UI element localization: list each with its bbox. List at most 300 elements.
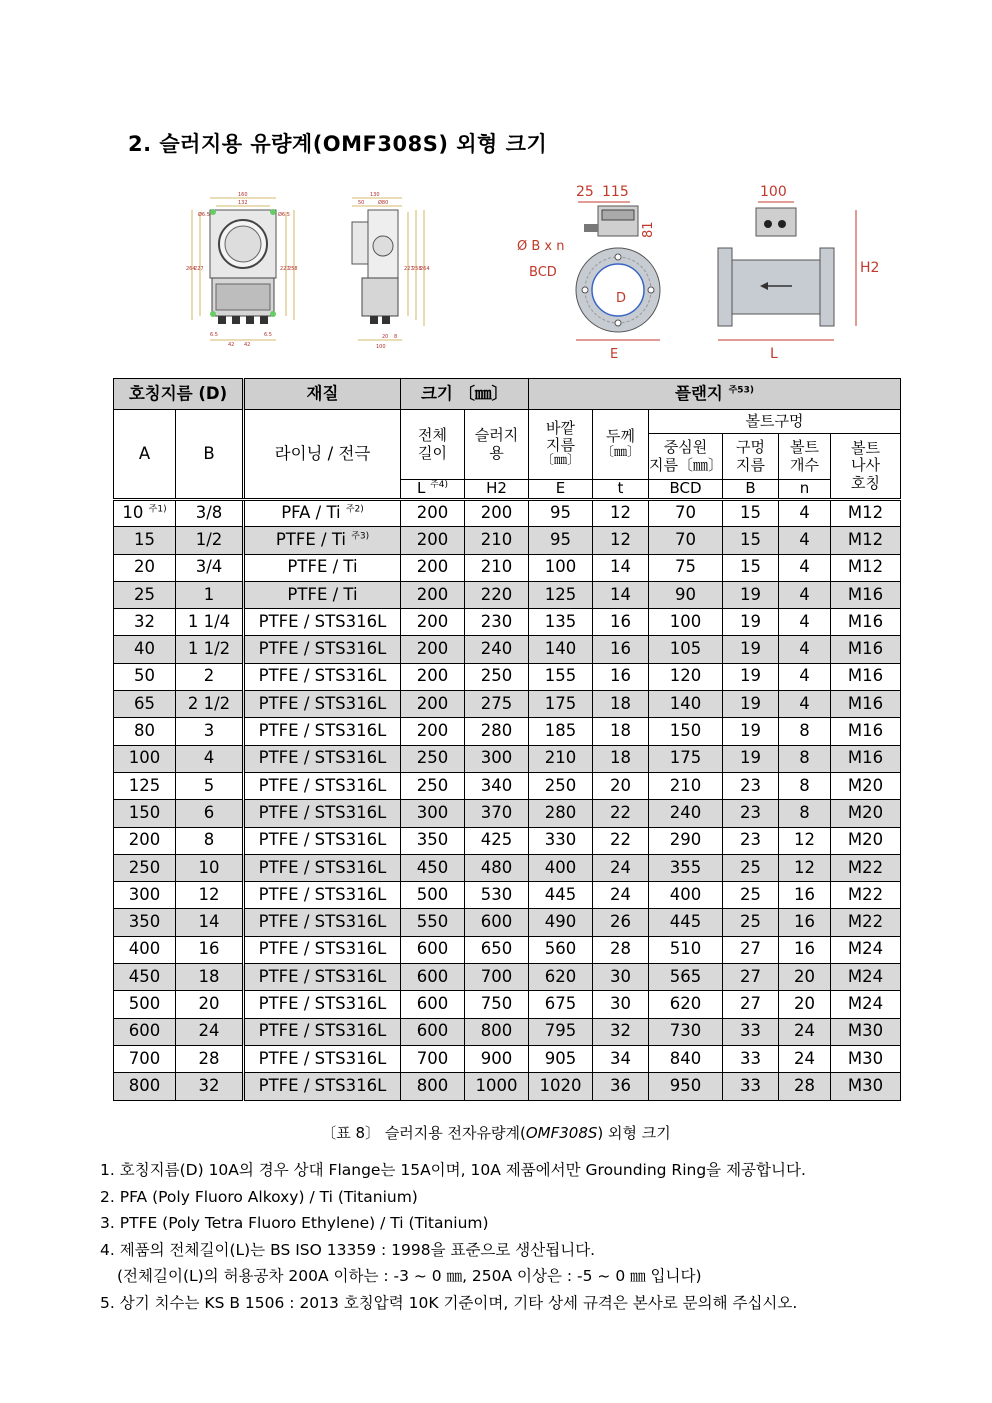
table-cell-mat: PTFE / Ti $^{주3)}$ bbox=[244, 527, 401, 554]
table-cell-b: 20 bbox=[176, 991, 244, 1018]
table-cell-b: 28 bbox=[176, 1045, 244, 1072]
table-cell-t: 14 bbox=[593, 554, 649, 581]
header-sludge-height: 슬러지 용 bbox=[465, 410, 529, 480]
table-row bbox=[114, 500, 901, 527]
table-cell-thr: M22 bbox=[831, 854, 901, 881]
table-cell-e: 140 bbox=[529, 636, 593, 663]
table-cell-l: 600 bbox=[401, 991, 465, 1018]
table-cell-b: 2 1/2 bbox=[176, 691, 244, 718]
front-dim-b3: 42 bbox=[244, 342, 251, 348]
table-row bbox=[114, 554, 901, 581]
table-cell-a: 25 bbox=[114, 581, 176, 608]
table-cell-h2: 425 bbox=[465, 827, 529, 854]
table-row bbox=[114, 882, 901, 909]
table-cell-bh: 19 bbox=[723, 663, 779, 690]
table-cell-mat: PTFE / STS316L bbox=[244, 1045, 401, 1072]
table-cell-n: 12 bbox=[779, 854, 831, 881]
table-cell-h2: 700 bbox=[465, 964, 529, 991]
header-e: E bbox=[529, 480, 593, 500]
table-cell-h2: 210 bbox=[465, 554, 529, 581]
table-cell-l: 200 bbox=[401, 691, 465, 718]
note-3: 3. PTFE (Poly Tetra Fluoro Ethylene) / Ti (Titanium) bbox=[100, 1214, 489, 1232]
table-cell-n: 4 bbox=[779, 500, 831, 527]
table-row bbox=[114, 609, 901, 636]
table-cell-a: 50 bbox=[114, 663, 176, 690]
flange-end-view-drawing bbox=[517, 184, 660, 362]
table-cell-t: 24 bbox=[593, 882, 649, 909]
table-cell-e: 795 bbox=[529, 1018, 593, 1045]
table-cell-h2: 1000 bbox=[465, 1073, 529, 1100]
table-cell-bh: 23 bbox=[723, 827, 779, 854]
table-cell-l: 200 bbox=[401, 500, 465, 527]
table-cell-l: 350 bbox=[401, 827, 465, 854]
table-cell-e: 620 bbox=[529, 964, 593, 991]
table-cell-l: 300 bbox=[401, 800, 465, 827]
table-cell-b: 12 bbox=[176, 882, 244, 909]
table-cell-l: 200 bbox=[401, 609, 465, 636]
header-n: n bbox=[779, 480, 831, 500]
table-row bbox=[114, 827, 901, 854]
table-cell-a: 32 bbox=[114, 609, 176, 636]
flange-d-label: D bbox=[616, 291, 627, 306]
table-cell-l: 450 bbox=[401, 854, 465, 881]
table-cell-e: 400 bbox=[529, 854, 593, 881]
note-4-detail: (전체길이(L)의 허용공차 200A 이하는 : -3 ~ 0 ㎜, 250A 이상은 : -5 ~ 0 ㎜ 입니다) bbox=[117, 1267, 702, 1285]
table-cell-n: 8 bbox=[779, 772, 831, 799]
side-dim-d1: 50 bbox=[358, 200, 365, 206]
table-cell-b: 5 bbox=[176, 772, 244, 799]
table-cell-bcd: 140 bbox=[649, 691, 723, 718]
table-cell-h2: 900 bbox=[465, 1045, 529, 1072]
table-cell-thr: M30 bbox=[831, 1045, 901, 1072]
table-cell-bcd: 840 bbox=[649, 1045, 723, 1072]
table-cell-mat: PTFE / STS316L bbox=[244, 827, 401, 854]
table-cell-n: 8 bbox=[779, 800, 831, 827]
front-dim-height-left: 264 bbox=[186, 266, 196, 272]
table-cell-b: 14 bbox=[176, 909, 244, 936]
dimension-drawings bbox=[180, 180, 900, 365]
table-cell-e: 95 bbox=[529, 500, 593, 527]
table-cell-h2: 230 bbox=[465, 609, 529, 636]
table-row bbox=[114, 718, 901, 745]
table-cell-t: 28 bbox=[593, 936, 649, 963]
table-cell-n: 16 bbox=[779, 909, 831, 936]
table-cell-b: 24 bbox=[176, 1018, 244, 1045]
table-cell-n: 12 bbox=[779, 827, 831, 854]
table-caption: 〔표 8〕 슬러지용 전자유량계(OMF308S) 외형 크기 bbox=[321, 1124, 671, 1142]
table-cell-a: 15 bbox=[114, 527, 176, 554]
table-cell-mat: PTFE / STS316L bbox=[244, 1018, 401, 1045]
table-cell-e: 250 bbox=[529, 772, 593, 799]
table-row bbox=[114, 1073, 901, 1100]
table-cell-b: 1 1/4 bbox=[176, 609, 244, 636]
header-outer-diameter: 바깥 지름 〔㎜〕 bbox=[529, 410, 593, 480]
table-cell-bh: 25 bbox=[723, 854, 779, 881]
table-cell-thr: M16 bbox=[831, 609, 901, 636]
table-cell-bcd: 355 bbox=[649, 854, 723, 881]
table-cell-bcd: 290 bbox=[649, 827, 723, 854]
table-cell-thr: M24 bbox=[831, 991, 901, 1018]
table-cell-thr: M16 bbox=[831, 636, 901, 663]
flange-holes-label: Ø B x n bbox=[517, 239, 565, 254]
table-cell-h2: 650 bbox=[465, 936, 529, 963]
table-cell-e: 185 bbox=[529, 718, 593, 745]
table-cell-e: 445 bbox=[529, 882, 593, 909]
table-cell-t: 18 bbox=[593, 691, 649, 718]
header-h2: H2 bbox=[465, 480, 529, 500]
table-cell-e: 210 bbox=[529, 745, 593, 772]
table-cell-t: 22 bbox=[593, 800, 649, 827]
header-b-symbol: B bbox=[723, 480, 779, 500]
table-cell-l: 200 bbox=[401, 636, 465, 663]
table-cell-h2: 480 bbox=[465, 854, 529, 881]
header-bcd: 중심원 지름〔㎜〕 bbox=[649, 434, 723, 480]
table-cell-n: 4 bbox=[779, 554, 831, 581]
table-cell-a: 350 bbox=[114, 909, 176, 936]
body-h2-label: H2 bbox=[860, 260, 880, 276]
header-flange: 플랜지 $^{주53)}$ bbox=[529, 379, 901, 410]
table-cell-b: 1/2 bbox=[176, 527, 244, 554]
side-dim-d2: Ø80 bbox=[378, 200, 389, 206]
table-cell-b: 1 1/2 bbox=[176, 636, 244, 663]
table-cell-thr: M30 bbox=[831, 1073, 901, 1100]
table-row bbox=[114, 1045, 901, 1072]
table-cell-mat: PTFE / STS316L bbox=[244, 936, 401, 963]
table-cell-thr: M24 bbox=[831, 964, 901, 991]
table-cell-mat: PTFE / STS316L bbox=[244, 745, 401, 772]
table-cell-a: 80 bbox=[114, 718, 176, 745]
table-cell-bh: 15 bbox=[723, 554, 779, 581]
table-cell-bcd: 105 bbox=[649, 636, 723, 663]
table-cell-l: 250 bbox=[401, 772, 465, 799]
table-cell-e: 675 bbox=[529, 991, 593, 1018]
table-cell-t: 30 bbox=[593, 964, 649, 991]
table-cell-h2: 220 bbox=[465, 581, 529, 608]
table-row bbox=[114, 854, 901, 881]
table-cell-t: 20 bbox=[593, 772, 649, 799]
table-cell-bcd: 240 bbox=[649, 800, 723, 827]
table-cell-bh: 15 bbox=[723, 500, 779, 527]
table-cell-mat: PTFE / STS316L bbox=[244, 772, 401, 799]
table-cell-bh: 19 bbox=[723, 636, 779, 663]
note-2: 2. PFA (Poly Fluoro Alkoxy) / Ti (Titanium) bbox=[100, 1187, 418, 1206]
front-view-drawing bbox=[186, 192, 298, 348]
header-a: A bbox=[114, 410, 176, 500]
body-l-label: L bbox=[770, 346, 778, 362]
table-row bbox=[114, 663, 901, 690]
table-cell-t: 34 bbox=[593, 1045, 649, 1072]
header-bcd-symbol: BCD bbox=[649, 480, 723, 500]
table-cell-mat: PTFE / STS316L bbox=[244, 964, 401, 991]
table-cell-e: 155 bbox=[529, 663, 593, 690]
table-cell-t: 36 bbox=[593, 1073, 649, 1100]
table-cell-t: 12 bbox=[593, 527, 649, 554]
table-cell-b: 3/4 bbox=[176, 554, 244, 581]
table-cell-h2: 370 bbox=[465, 800, 529, 827]
table-row bbox=[114, 800, 901, 827]
table-cell-h2: 530 bbox=[465, 882, 529, 909]
flange-dim-b: 115 bbox=[602, 184, 629, 200]
header-bolt-count: 볼트 개수 bbox=[779, 434, 831, 480]
table-cell-b: 18 bbox=[176, 964, 244, 991]
flange-dim-a: 25 bbox=[576, 184, 594, 200]
table-cell-mat: PTFE / STS316L bbox=[244, 854, 401, 881]
flange-e-label: E bbox=[610, 347, 619, 362]
table-cell-t: 32 bbox=[593, 1018, 649, 1045]
table-cell-l: 250 bbox=[401, 745, 465, 772]
table-cell-b: 1 bbox=[176, 581, 244, 608]
table-cell-n: 4 bbox=[779, 636, 831, 663]
table-cell-a: 125 bbox=[114, 772, 176, 799]
table-cell-h2: 340 bbox=[465, 772, 529, 799]
table-cell-n: 24 bbox=[779, 1018, 831, 1045]
table-cell-mat: PTFE / STS316L bbox=[244, 691, 401, 718]
table-cell-t: 18 bbox=[593, 718, 649, 745]
table-cell-thr: M22 bbox=[831, 909, 901, 936]
table-cell-l: 200 bbox=[401, 663, 465, 690]
front-dim-b2: 42 bbox=[228, 342, 235, 348]
table-cell-l: 200 bbox=[401, 581, 465, 608]
table-cell-h2: 280 bbox=[465, 718, 529, 745]
table-cell-mat: PTFE / STS316L bbox=[244, 909, 401, 936]
table-cell-t: 16 bbox=[593, 636, 649, 663]
table-cell-l: 600 bbox=[401, 1018, 465, 1045]
flange-bcd-label: BCD bbox=[529, 265, 557, 280]
table-cell-n: 4 bbox=[779, 691, 831, 718]
table-cell-mat: PTFE / STS316L bbox=[244, 663, 401, 690]
table-cell-bcd: 730 bbox=[649, 1018, 723, 1045]
table-cell-bh: 23 bbox=[723, 772, 779, 799]
note-5: 5. 상기 치수는 KS B 1506 : 2013 호칭압력 10K 기준이며, 기타 상세 규격은 본사로 문의해 주십시오. bbox=[100, 1293, 798, 1312]
front-dim-hole-right: Ø6.5 bbox=[278, 212, 290, 218]
side-view-drawing bbox=[352, 192, 430, 350]
table-cell-mat: PTFE / STS316L bbox=[244, 718, 401, 745]
section-title: 2. 슬러지용 유량계(OMF308S) 외형 크기 bbox=[128, 132, 548, 156]
table-cell-thr: M20 bbox=[831, 800, 901, 827]
table-cell-bh: 15 bbox=[723, 527, 779, 554]
table-cell-thr: M16 bbox=[831, 745, 901, 772]
header-b: B bbox=[176, 410, 244, 500]
table-cell-a: 400 bbox=[114, 936, 176, 963]
table-cell-bh: 19 bbox=[723, 691, 779, 718]
table-cell-a: 200 bbox=[114, 827, 176, 854]
table-cell-e: 905 bbox=[529, 1045, 593, 1072]
table-cell-thr: M30 bbox=[831, 1018, 901, 1045]
table-cell-e: 175 bbox=[529, 691, 593, 718]
table-cell-b: 4 bbox=[176, 745, 244, 772]
table-row bbox=[114, 691, 901, 718]
table-cell-a: 500 bbox=[114, 991, 176, 1018]
table-cell-bcd: 100 bbox=[649, 609, 723, 636]
table-row bbox=[114, 636, 901, 663]
table-cell-thr: M16 bbox=[831, 691, 901, 718]
table-body bbox=[114, 500, 901, 1101]
table-cell-l: 600 bbox=[401, 964, 465, 991]
table-cell-a: 250 bbox=[114, 854, 176, 881]
table-cell-mat: PTFE / Ti bbox=[244, 554, 401, 581]
table-cell-mat: PTFE / Ti bbox=[244, 581, 401, 608]
table-cell-t: 18 bbox=[593, 745, 649, 772]
front-dim-outer-width: 160 bbox=[238, 192, 248, 198]
table-cell-t: 16 bbox=[593, 663, 649, 690]
table-cell-thr: M16 bbox=[831, 581, 901, 608]
table-cell-n: 16 bbox=[779, 936, 831, 963]
table-cell-thr: M16 bbox=[831, 663, 901, 690]
table-cell-b: 16 bbox=[176, 936, 244, 963]
table-cell-bh: 19 bbox=[723, 609, 779, 636]
table-cell-l: 200 bbox=[401, 527, 465, 554]
side-dim-b1: 100 bbox=[376, 344, 386, 350]
table-row bbox=[114, 991, 901, 1018]
table-cell-bh: 25 bbox=[723, 909, 779, 936]
table-cell-bh: 27 bbox=[723, 991, 779, 1018]
table-cell-e: 100 bbox=[529, 554, 593, 581]
table-cell-a: 20 bbox=[114, 554, 176, 581]
table-cell-l: 550 bbox=[401, 909, 465, 936]
table-cell-l: 700 bbox=[401, 1045, 465, 1072]
table-cell-bcd: 565 bbox=[649, 964, 723, 991]
table-cell-bcd: 150 bbox=[649, 718, 723, 745]
table-cell-n: 20 bbox=[779, 991, 831, 1018]
table-cell-h2: 300 bbox=[465, 745, 529, 772]
table-cell-h2: 250 bbox=[465, 663, 529, 690]
table-row bbox=[114, 745, 901, 772]
table-cell-e: 125 bbox=[529, 581, 593, 608]
header-hole-diameter: 구멍 지름 bbox=[723, 434, 779, 480]
table-row bbox=[114, 581, 901, 608]
table-cell-a: 600 bbox=[114, 1018, 176, 1045]
table-cell-bcd: 400 bbox=[649, 882, 723, 909]
table-cell-n: 20 bbox=[779, 964, 831, 991]
table-cell-bcd: 950 bbox=[649, 1073, 723, 1100]
table-cell-a: 100 bbox=[114, 745, 176, 772]
table-cell-thr: M12 bbox=[831, 500, 901, 527]
table-cell-a: 800 bbox=[114, 1073, 176, 1100]
table-cell-mat: PFA / Ti $^{주2)}$ bbox=[244, 500, 401, 527]
table-cell-h2: 240 bbox=[465, 636, 529, 663]
header-bolt-thread: 볼트 나사 호칭 bbox=[831, 434, 901, 500]
table-cell-e: 135 bbox=[529, 609, 593, 636]
table-cell-thr: M12 bbox=[831, 527, 901, 554]
table-row bbox=[114, 909, 901, 936]
table-cell-e: 1020 bbox=[529, 1073, 593, 1100]
table-row bbox=[114, 936, 901, 963]
table-cell-n: 28 bbox=[779, 1073, 831, 1100]
table-cell-e: 330 bbox=[529, 827, 593, 854]
table-row bbox=[114, 1018, 901, 1045]
table-cell-b: 32 bbox=[176, 1073, 244, 1100]
table-cell-h2: 600 bbox=[465, 909, 529, 936]
table-cell-thr: M24 bbox=[831, 936, 901, 963]
table-cell-bcd: 445 bbox=[649, 909, 723, 936]
table-cell-e: 560 bbox=[529, 936, 593, 963]
table-cell-a: 450 bbox=[114, 964, 176, 991]
table-cell-h2: 275 bbox=[465, 691, 529, 718]
front-dim-height-a: 227 bbox=[194, 266, 204, 272]
table-cell-thr: M20 bbox=[831, 827, 901, 854]
table-cell-n: 4 bbox=[779, 581, 831, 608]
front-dim-b1: 6.5 bbox=[210, 332, 218, 338]
table-cell-t: 24 bbox=[593, 854, 649, 881]
table-cell-a: 300 bbox=[114, 882, 176, 909]
table-cell-e: 280 bbox=[529, 800, 593, 827]
table-cell-thr: M20 bbox=[831, 772, 901, 799]
body-dim-top: 100 bbox=[760, 184, 787, 200]
table-cell-b: 10 bbox=[176, 854, 244, 881]
table-cell-bh: 23 bbox=[723, 800, 779, 827]
table-cell-l: 200 bbox=[401, 718, 465, 745]
front-dim-b4: 6.5 bbox=[264, 332, 272, 338]
table-cell-n: 8 bbox=[779, 718, 831, 745]
table-cell-a: 700 bbox=[114, 1045, 176, 1072]
table-cell-h2: 210 bbox=[465, 527, 529, 554]
table-cell-n: 16 bbox=[779, 882, 831, 909]
table-cell-b: 6 bbox=[176, 800, 244, 827]
header-nominal-diameter: 호칭지름 (D) bbox=[114, 379, 244, 410]
table-cell-mat: PTFE / STS316L bbox=[244, 800, 401, 827]
table-cell-bh: 33 bbox=[723, 1018, 779, 1045]
table-cell-h2: 200 bbox=[465, 500, 529, 527]
table-cell-t: 12 bbox=[593, 500, 649, 527]
table-cell-thr: M22 bbox=[831, 882, 901, 909]
table-cell-t: 26 bbox=[593, 909, 649, 936]
table-cell-t: 16 bbox=[593, 609, 649, 636]
table-cell-bcd: 210 bbox=[649, 772, 723, 799]
table-cell-l: 200 bbox=[401, 554, 465, 581]
table-cell-b: 3 bbox=[176, 718, 244, 745]
dimension-spec-table bbox=[113, 378, 901, 1101]
table-cell-a: 40 bbox=[114, 636, 176, 663]
table-cell-mat: PTFE / STS316L bbox=[244, 882, 401, 909]
side-dim-b2: 20 bbox=[382, 334, 389, 340]
table-cell-l: 800 bbox=[401, 1073, 465, 1100]
table-cell-a: 150 bbox=[114, 800, 176, 827]
side-dim-height-a: 227 bbox=[404, 266, 414, 272]
table-cell-a: 65 bbox=[114, 691, 176, 718]
table-cell-bcd: 620 bbox=[649, 991, 723, 1018]
table-cell-t: 22 bbox=[593, 827, 649, 854]
table-cell-bh: 19 bbox=[723, 745, 779, 772]
table-cell-mat: PTFE / STS316L bbox=[244, 991, 401, 1018]
table-cell-t: 30 bbox=[593, 991, 649, 1018]
side-dim-height-b: 258 bbox=[412, 266, 422, 272]
table-cell-bcd: 120 bbox=[649, 663, 723, 690]
front-dim-height-c: 258 bbox=[288, 266, 298, 272]
table-cell-bh: 19 bbox=[723, 581, 779, 608]
table-cell-n: 8 bbox=[779, 745, 831, 772]
table-cell-n: 4 bbox=[779, 663, 831, 690]
table-cell-l: 500 bbox=[401, 882, 465, 909]
table-cell-bh: 27 bbox=[723, 936, 779, 963]
front-dim-height-b: 227 bbox=[280, 266, 290, 272]
table-cell-h2: 750 bbox=[465, 991, 529, 1018]
table-cell-l: 600 bbox=[401, 936, 465, 963]
header-bolt-hole: 볼트구멍 bbox=[649, 410, 901, 434]
header-overall-length: 전체 길이 bbox=[401, 410, 465, 480]
front-dim-hole-left: Ø6.5 bbox=[198, 212, 210, 218]
side-dim-height-c: 264 bbox=[420, 266, 430, 272]
header-lining: 라이닝 / 전극 bbox=[244, 410, 401, 500]
table-cell-e: 95 bbox=[529, 527, 593, 554]
note-1: 1. 호칭지름(D) 10A의 경우 상대 Flange는 15A이며, 10A 제품에서만 Grounding Ring을 제공합니다. bbox=[100, 1161, 806, 1179]
table-cell-mat: PTFE / STS316L bbox=[244, 1073, 401, 1100]
table-row bbox=[114, 527, 901, 554]
table-cell-bcd: 75 bbox=[649, 554, 723, 581]
table-cell-bcd: 70 bbox=[649, 500, 723, 527]
notes-list bbox=[100, 1157, 806, 1316]
front-dim-inner-width: 132 bbox=[238, 200, 248, 206]
table-row bbox=[114, 964, 901, 991]
